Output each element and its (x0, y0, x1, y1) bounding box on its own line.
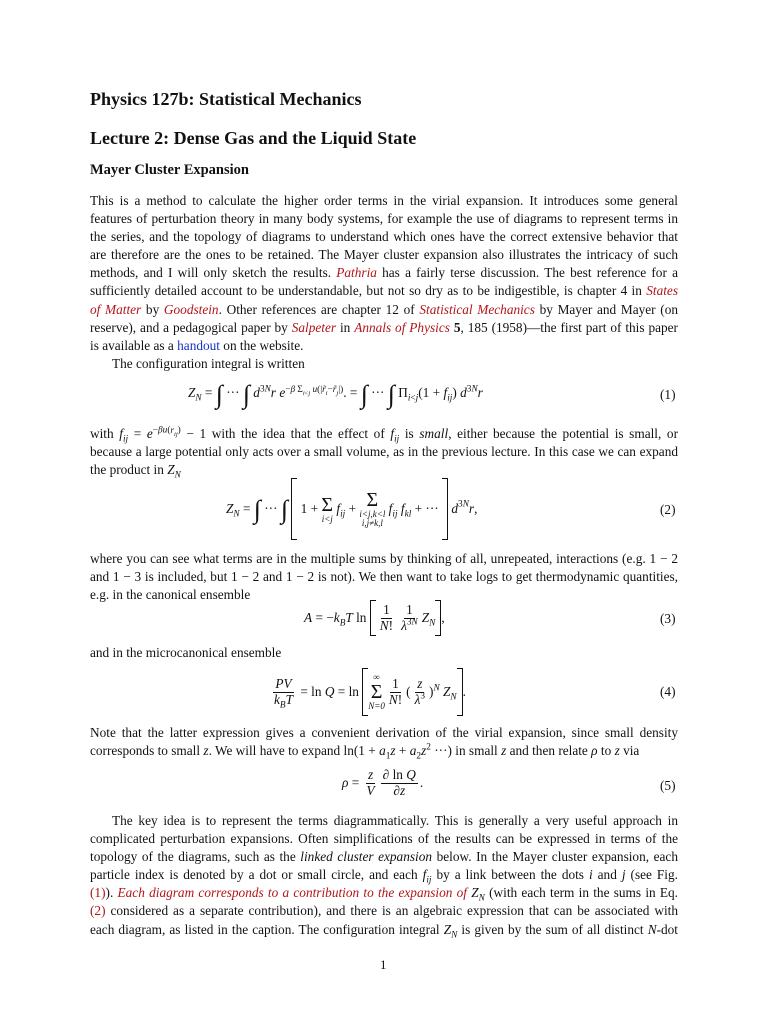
equation-4: $\frac{PV}{k_BT}$ = ln Q = ln ∞ Σ N=0 $\frac{1}{N!}$ ( $\frac{z}{\lambda^3}$ )$^N$ $Z_N$ . (270, 668, 466, 716)
equation-3: $A = -k_BT$ ln $\frac{1}{N!}$ $\frac{1}{\lambda^{3N}}$ $Z_N$ , (304, 600, 445, 636)
eq-number-2: (2) (660, 502, 676, 517)
eq-number-3: (3) (660, 611, 676, 626)
page-number: 1 (380, 957, 387, 972)
microcanonical-text: and in the microcanonical ensemble (90, 645, 282, 660)
eq-number-5: (5) (660, 778, 676, 793)
states-of-matter-ref: States (646, 283, 678, 299)
salpeter-ref: Salpeter (291, 319, 337, 335)
key-idea-paragraph: The key idea is to represent the terms diagrammatically. This is generally a very useful approach in complicated perturbation expansions. Often simplifications of the results can be expressed in terms of the topology of the diagrams, such as the linked cluster expansion below. In the Mayer cluster expansion, each particle index is denoted by a dot or small circle, and each $f_{ij}$ by a link between the dots i and j (see Fig. (1)). Each diagram corresponds to a contribution to the expansion of $Z_N$ (with each term in the sums in Eq. (2) considered as a separate contribution), and there is an algebraic expression that can be associated with each diagram, as listed in the caption. The configuration integral $Z_N$ is given by the sum of all distinct N-dot (90, 813, 679, 941)
stat-mech-ref: Statistical Mechanics (419, 301, 535, 317)
section-heading: Mayer Cluster Expansion (90, 162, 249, 178)
after-eq2-paragraph: where you can see what terms are in the multiple sums by thinking of all, unrepeated, interactions (e.g. 1 − 2 and 1 − 3 is included, but 1 − 2 and 1 − 2 is not). We then want to take logs to get thermodynamic quantities, e.g. in the canonical ensemble (90, 551, 678, 603)
annals-ref: Annals of Physics (354, 319, 450, 335)
intro-paragraph: This is a method to calculate the higher order terms in the virial expansion. It introduces some general features of perturbation theory in many body systems, for example the use of diagrams to represent terms in the series, and the topology of diagrams to understand which ones have the correct extensive behavior that are therefore are the ones to be retained. The Mayer cluster expansion also illustrates the intricacy of such methods, and I will only sketch the results. Pathria has a fairly terse discussion. The best reference for a sufficiently detailed account to be understandable, but not so dry as to be indigestible, is chapter 4 in States of Matter by Goodstein. Other references are chapter 12 of Statistical Mechanics by Mayer and Mayer (on reserve), and a pedagogical paper by Salpeter in Annals of Physics 5, 185 (1958)—the first part of this paper is available as a handout on the website. The configuration integral is written (90, 193, 678, 371)
eq-number-1: (1) (660, 387, 676, 402)
goodstein-ref: Goodstein (163, 301, 219, 317)
equation-2: $Z_N$ = ∫ ··· ∫ 1 + Σ i<j $f_{ij}$ + Σ i<j,k<l i,j≠k,l $f_{ij}$ $f_{kl}$ + ··· $d^{3N}r$, (226, 478, 477, 540)
note-paragraph: Note that the latter expression gives a convenient derivation of the virial expansion, since small density corresponds to small z. We will have to expand $\ln(1 + a_1z + a_2z^2$ ···) in small z and then relate ρ to z via (90, 725, 678, 762)
handout-link[interactable]: handout (177, 337, 220, 353)
eq-2-ref[interactable]: (2) (90, 903, 106, 919)
equation-1: $Z_N$ = ∫ ··· ∫ $d^{3N}r$ $e^{-\beta \Sigma_{i<j} u(|r̃_i-r̃_j|)}$. = ∫ ··· ∫ $\Pi_{i<j}(1 + f_{ij})$ $d^{3N}r$ (188, 380, 483, 409)
lecture-title: Lecture 2: Dense Gas and the Liquid State (90, 128, 417, 148)
eq-number-4: (4) (660, 684, 676, 699)
pathria-ref: Pathria (336, 265, 377, 281)
after-eq1-paragraph: with $f_{ij} = e^{-\beta u(r_{ij})} - 1$ with the idea that the effect of $f_{ij}$ is small, either because the potential is small, or because a large potential only acts over a small volume, as in the previous lecture. In this case we can expand the product in $Z_N$ (90, 425, 678, 481)
fig-1-ref[interactable]: (1) (90, 885, 106, 901)
equation-5: ρ = $\frac{z}{V}$ $\frac{\text{∂ ln Q}}{\partial z}$ . (342, 767, 424, 798)
course-title: Physics 127b: Statistical Mechanics (90, 89, 362, 109)
